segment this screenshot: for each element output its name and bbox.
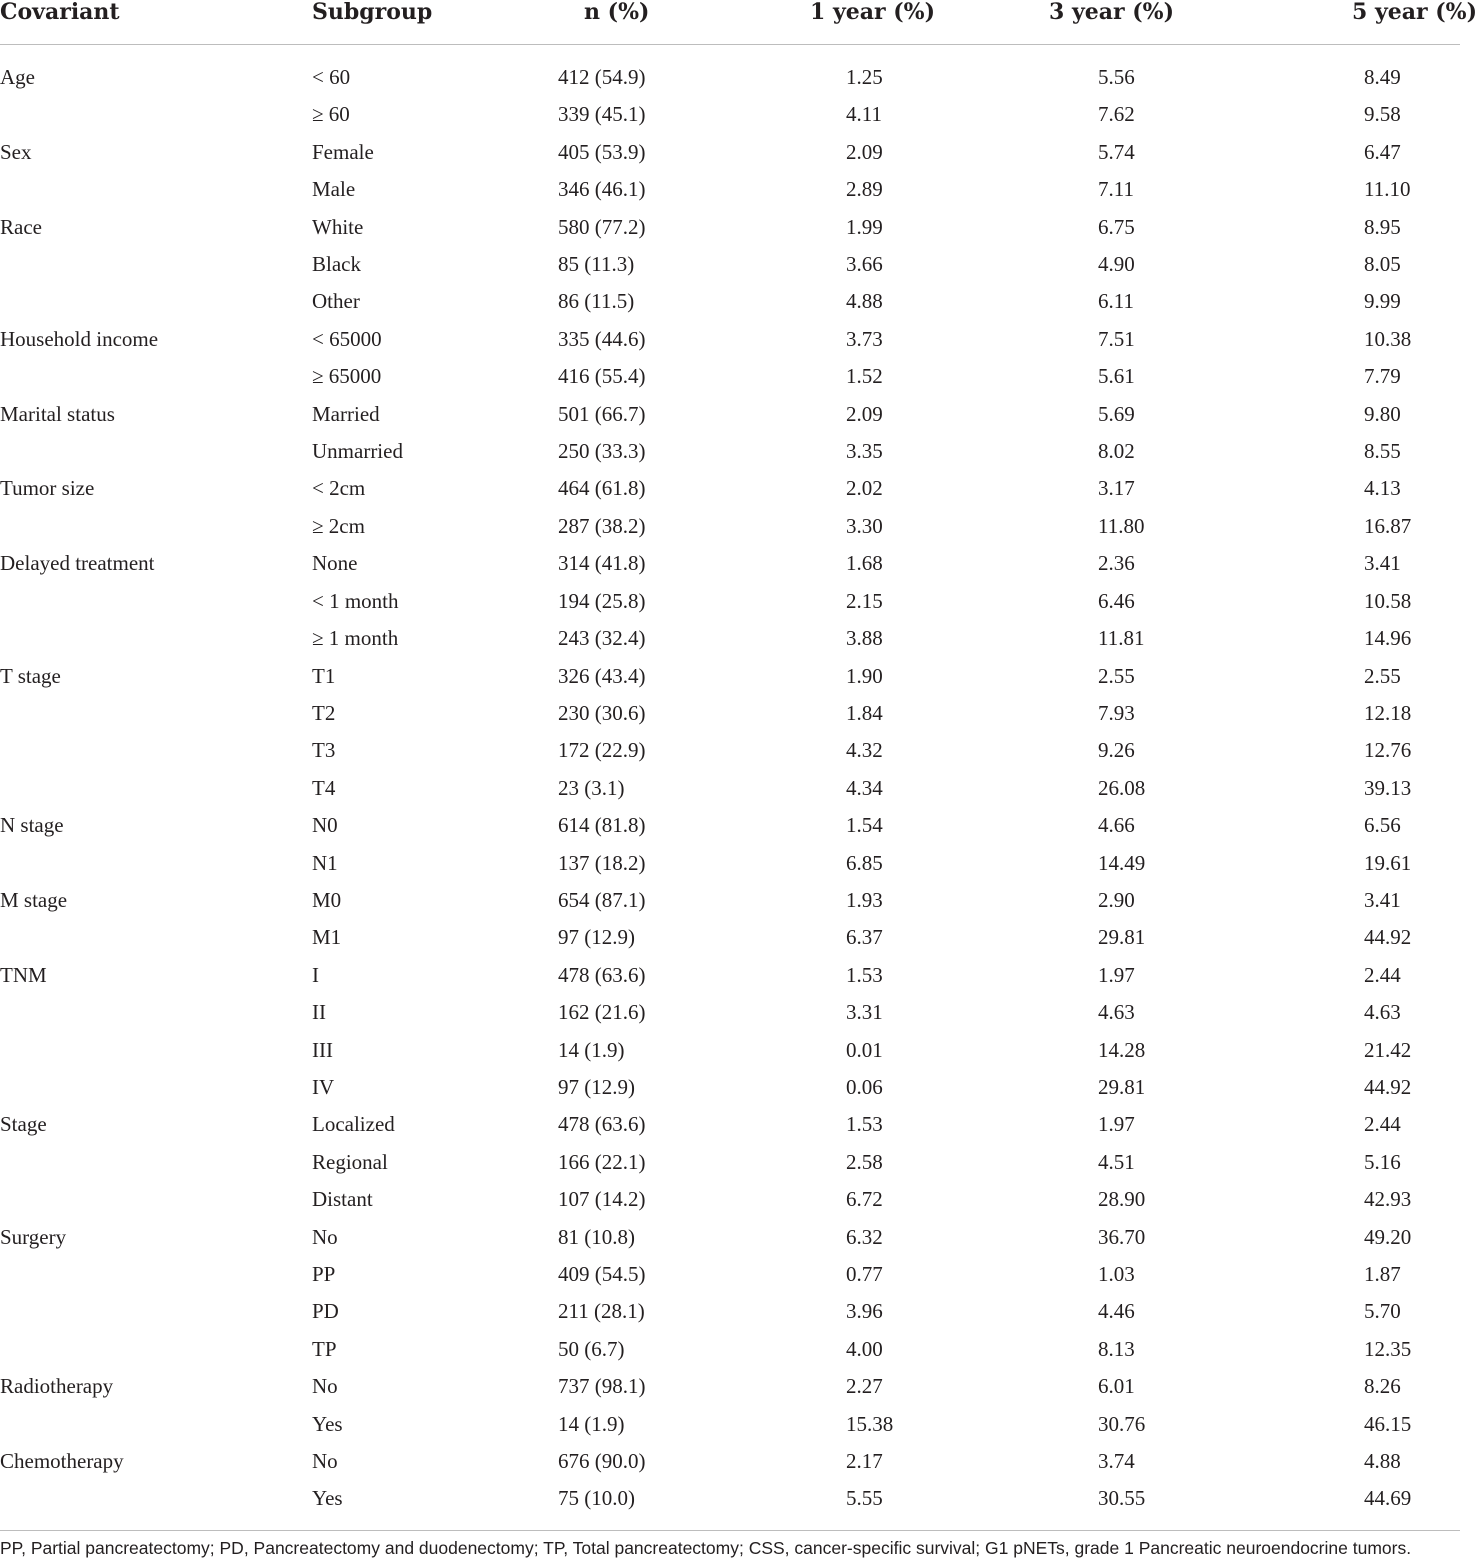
cell-n-percent: 75 (10.0)	[558, 1486, 635, 1511]
cell-5-year: 9.99	[1364, 289, 1401, 314]
cell-subgroup: M0	[312, 887, 342, 912]
cell-covariant	[0, 1144, 312, 1181]
cell-n-percent: 162 (21.6)	[558, 1000, 646, 1025]
cell-subgroup: ≥ 65000	[312, 364, 382, 389]
cell-1-year: 0.01	[846, 1037, 883, 1062]
cell-covariant: Radiotherapy	[0, 1374, 114, 1399]
header-n-percent: n (%)	[520, 0, 680, 45]
cell-5-year: 8.55	[1364, 439, 1401, 464]
cell-n-percent: 86 (11.5)	[558, 289, 635, 314]
cell-subgroup: N1	[312, 850, 338, 875]
cell-covariant	[0, 433, 312, 470]
cell-5-year: 42.93	[1364, 1187, 1412, 1212]
table-row	[0, 1443, 1460, 1480]
cell-3-year: 5.69	[1098, 401, 1135, 426]
cell-5-year: 14.96	[1364, 626, 1412, 651]
cell-subgroup: Unmarried	[312, 439, 403, 464]
cell-subgroup: Black	[312, 252, 361, 277]
cell-covariant: Race	[0, 214, 42, 239]
table-row	[0, 45, 1460, 97]
table-row	[0, 433, 1460, 470]
cell-3-year: 4.63	[1098, 1000, 1135, 1025]
table-row	[0, 1069, 1460, 1106]
cell-3-year: 2.55	[1098, 663, 1135, 688]
cell-subgroup: No	[312, 1449, 338, 1474]
table-row	[0, 732, 1460, 769]
table-row	[0, 96, 1460, 133]
cell-3-year: 6.46	[1098, 588, 1135, 613]
cell-1-year: 2.17	[846, 1449, 883, 1474]
cell-subgroup: T2	[312, 700, 336, 725]
cell-covariant	[0, 620, 312, 657]
cell-n-percent: 580 (77.2)	[558, 214, 646, 239]
cell-5-year: 9.58	[1364, 102, 1401, 127]
table-row	[0, 1181, 1460, 1218]
table-row	[0, 1032, 1460, 1069]
cell-covariant: TNM	[0, 962, 47, 987]
cell-n-percent: 478 (63.6)	[558, 1112, 646, 1137]
cell-subgroup: M1	[312, 925, 342, 950]
cell-5-year: 5.70	[1364, 1299, 1401, 1324]
cell-covariant: M stage	[0, 887, 68, 912]
cell-covariant	[0, 695, 312, 732]
cell-1-year: 3.73	[846, 326, 883, 351]
cell-3-year: 6.01	[1098, 1374, 1135, 1399]
cell-subgroup: < 1 month	[312, 588, 399, 613]
cell-subgroup: ≥ 2cm	[312, 513, 365, 538]
cell-1-year: 6.32	[846, 1224, 883, 1249]
cell-subgroup: < 65000	[312, 326, 382, 351]
cell-1-year: 1.93	[846, 887, 883, 912]
cell-1-year: 1.54	[846, 813, 883, 838]
cell-n-percent: 85 (11.3)	[558, 252, 635, 277]
table-row	[0, 620, 1460, 657]
cell-1-year: 1.52	[846, 364, 883, 389]
table-row	[0, 171, 1460, 208]
cell-subgroup: None	[312, 551, 358, 576]
cell-n-percent: 172 (22.9)	[558, 738, 646, 763]
cell-1-year: 2.02	[846, 476, 883, 501]
cell-3-year: 29.81	[1098, 925, 1146, 950]
cell-5-year: 8.05	[1364, 252, 1401, 277]
cell-covariant	[0, 583, 312, 620]
cell-3-year: 14.28	[1098, 1037, 1146, 1062]
cell-subgroup: I	[312, 962, 319, 987]
cell-1-year: 1.90	[846, 663, 883, 688]
table-row	[0, 658, 1460, 695]
cell-1-year: 15.38	[846, 1411, 894, 1436]
cell-n-percent: 97 (12.9)	[558, 925, 635, 950]
cell-5-year: 2.55	[1364, 663, 1401, 688]
table-row	[0, 695, 1460, 732]
cell-1-year: 1.25	[846, 65, 883, 89]
cell-n-percent: 339 (45.1)	[558, 102, 646, 127]
table-row	[0, 545, 1460, 582]
cell-subgroup: Other	[312, 289, 360, 314]
cell-covariant: N stage	[0, 813, 64, 838]
cell-5-year: 9.80	[1364, 401, 1401, 426]
cell-3-year: 5.61	[1098, 364, 1135, 389]
cell-n-percent: 230 (30.6)	[558, 700, 646, 725]
cell-5-year: 16.87	[1364, 513, 1412, 538]
header-1-year: 1 year (%)	[680, 0, 930, 45]
cell-5-year: 7.79	[1364, 364, 1401, 389]
cell-subgroup: PP	[312, 1262, 336, 1286]
cell-n-percent: 50 (6.7)	[558, 1336, 625, 1361]
table-row	[0, 1106, 1460, 1143]
cell-n-percent: 409 (54.5)	[558, 1262, 646, 1286]
cell-5-year: 2.44	[1364, 962, 1401, 987]
cell-subgroup: Male	[312, 177, 356, 202]
cell-covariant	[0, 1069, 312, 1106]
table-footnote: PP, Partial pancreatectomy; PD, Pancreatectomy and duodenectomy; TP, Total pancreatectomy; CSS, cancer-specific survival; G1 pNETs, grade 1 Pancreatic neuroendocrine tumors.	[0, 1530, 1460, 1565]
cell-subgroup: No	[312, 1374, 338, 1399]
header-subgroup: Subgroup	[312, 0, 520, 45]
cell-subgroup: Distant	[312, 1187, 373, 1212]
cell-3-year: 29.81	[1098, 1074, 1146, 1099]
cell-3-year: 6.75	[1098, 214, 1135, 239]
cell-3-year: 8.02	[1098, 439, 1135, 464]
table-body	[0, 45, 1460, 1518]
cell-n-percent: 326 (43.4)	[558, 663, 646, 688]
cell-subgroup: II	[312, 1000, 326, 1025]
cell-subgroup: T1	[312, 663, 336, 688]
cell-covariant: Stage	[0, 1112, 47, 1137]
cell-3-year: 3.17	[1098, 476, 1135, 501]
cell-5-year: 8.26	[1364, 1374, 1401, 1399]
cell-1-year: 4.11	[846, 102, 882, 127]
cell-subgroup: TP	[312, 1336, 337, 1361]
cell-5-year: 3.41	[1364, 551, 1401, 576]
table-row	[0, 209, 1460, 246]
cell-n-percent: 416 (55.4)	[558, 364, 646, 389]
table-row	[0, 919, 1460, 956]
cell-covariant	[0, 732, 312, 769]
cell-3-year: 11.80	[1098, 513, 1145, 538]
cell-3-year: 28.90	[1098, 1187, 1146, 1212]
cell-5-year: 44.92	[1364, 1074, 1412, 1099]
cell-n-percent: 194 (25.8)	[558, 588, 646, 613]
cell-n-percent: 478 (63.6)	[558, 962, 646, 987]
cell-3-year: 4.51	[1098, 1149, 1135, 1174]
table-row	[0, 583, 1460, 620]
cell-5-year: 8.49	[1364, 65, 1401, 89]
table-row	[0, 1480, 1460, 1517]
header-row	[0, 0, 1460, 45]
cell-5-year: 1.87	[1364, 1262, 1401, 1286]
table-row	[0, 396, 1460, 433]
table-row	[0, 807, 1460, 844]
cell-n-percent: 23 (3.1)	[558, 775, 625, 800]
cell-covariant: Chemotherapy	[0, 1449, 124, 1474]
cell-5-year: 6.56	[1364, 813, 1401, 838]
cell-n-percent: 166 (22.1)	[558, 1149, 646, 1174]
cell-covariant	[0, 845, 312, 882]
cell-n-percent: 287 (38.2)	[558, 513, 646, 538]
cell-covariant: Tumor size	[0, 476, 95, 501]
table-row	[0, 508, 1460, 545]
cell-subgroup: ≥ 60	[312, 102, 350, 127]
cell-1-year: 1.68	[846, 551, 883, 576]
cell-covariant	[0, 919, 312, 956]
cell-subgroup: PD	[312, 1299, 339, 1324]
cell-3-year: 36.70	[1098, 1224, 1146, 1249]
cell-1-year: 2.09	[846, 139, 883, 164]
cell-covariant	[0, 1406, 312, 1443]
cell-3-year: 14.49	[1098, 850, 1146, 875]
table-row	[0, 957, 1460, 994]
cell-subgroup: No	[312, 1224, 338, 1249]
cell-5-year: 10.58	[1364, 588, 1412, 613]
cell-3-year: 11.81	[1098, 626, 1145, 651]
cell-3-year: 1.97	[1098, 962, 1135, 987]
cell-n-percent: 614 (81.8)	[558, 813, 646, 838]
cell-1-year: 0.77	[846, 1262, 883, 1286]
cell-5-year: 44.69	[1364, 1486, 1412, 1511]
table-row	[0, 1144, 1460, 1181]
cell-n-percent: 107 (14.2)	[558, 1187, 646, 1212]
cell-covariant: Surgery	[0, 1224, 67, 1249]
cell-5-year: 44.92	[1364, 925, 1412, 950]
cell-3-year: 3.74	[1098, 1449, 1135, 1474]
header-3-year: 3 year (%)	[930, 0, 1195, 45]
cell-covariant: Delayed treatment	[0, 551, 155, 576]
table-row	[0, 882, 1460, 919]
cell-n-percent: 405 (53.9)	[558, 139, 646, 164]
cell-1-year: 3.66	[846, 252, 883, 277]
cell-n-percent: 81 (10.8)	[558, 1224, 635, 1249]
cell-1-year: 1.53	[846, 962, 883, 987]
cell-3-year: 1.97	[1098, 1112, 1135, 1137]
cell-n-percent: 346 (46.1)	[558, 177, 646, 202]
cell-3-year: 2.90	[1098, 887, 1135, 912]
cell-1-year: 5.55	[846, 1486, 883, 1511]
cell-1-year: 2.89	[846, 177, 883, 202]
cell-n-percent: 211 (28.1)	[558, 1299, 645, 1324]
table-row	[0, 845, 1460, 882]
cell-subgroup: IV	[312, 1074, 335, 1099]
cell-subgroup: < 2cm	[312, 476, 366, 501]
cell-covariant: Marital status	[0, 401, 115, 426]
table-row	[0, 1293, 1460, 1330]
cell-subgroup: Female	[312, 139, 374, 164]
cell-covariant	[0, 358, 312, 395]
cell-subgroup: Regional	[312, 1149, 388, 1174]
cell-subgroup: ≥ 1 month	[312, 626, 399, 651]
cell-covariant	[0, 994, 312, 1031]
cell-subgroup: N0	[312, 813, 338, 838]
cell-3-year: 5.74	[1098, 139, 1135, 164]
cell-covariant	[0, 508, 312, 545]
cell-n-percent: 676 (90.0)	[558, 1449, 646, 1474]
header-covariant: Covariant	[0, 0, 312, 45]
cell-1-year: 6.37	[846, 925, 883, 950]
cell-covariant	[0, 1181, 312, 1218]
cell-n-percent: 137 (18.2)	[558, 850, 646, 875]
cell-n-percent: 14 (1.9)	[558, 1411, 625, 1436]
cell-subgroup: Localized	[312, 1112, 395, 1137]
cell-3-year: 9.26	[1098, 738, 1135, 763]
cell-n-percent: 737 (98.1)	[558, 1374, 646, 1399]
cell-5-year: 19.61	[1364, 850, 1412, 875]
cell-5-year: 21.42	[1364, 1037, 1412, 1062]
cell-n-percent: 412 (54.9)	[558, 65, 646, 89]
cell-1-year: 2.15	[846, 588, 883, 613]
cell-covariant	[0, 171, 312, 208]
cell-5-year: 49.20	[1364, 1224, 1412, 1249]
cell-subgroup: White	[312, 214, 364, 239]
cell-covariant	[0, 770, 312, 807]
cell-3-year: 5.56	[1098, 65, 1135, 89]
cell-3-year: 30.55	[1098, 1486, 1146, 1511]
cell-n-percent: 97 (12.9)	[558, 1074, 635, 1099]
cell-n-percent: 654 (87.1)	[558, 887, 646, 912]
cell-covariant	[0, 1032, 312, 1069]
table-row	[0, 134, 1460, 171]
table-row	[0, 1256, 1460, 1293]
cell-subgroup: T3	[312, 738, 336, 763]
cell-1-year: 6.72	[846, 1187, 883, 1212]
cell-5-year: 39.13	[1364, 775, 1412, 800]
cell-5-year: 4.88	[1364, 1449, 1401, 1474]
cell-subgroup: Yes	[312, 1486, 343, 1511]
cell-1-year: 4.32	[846, 738, 883, 763]
cell-3-year: 6.11	[1098, 289, 1134, 314]
cell-n-percent: 335 (44.6)	[558, 326, 646, 351]
cell-3-year: 7.51	[1098, 326, 1135, 351]
cell-covariant	[0, 1331, 312, 1368]
cell-subgroup: Married	[312, 401, 380, 426]
cell-covariant	[0, 246, 312, 283]
cell-5-year: 5.16	[1364, 1149, 1401, 1174]
cell-5-year: 10.38	[1364, 326, 1412, 351]
cell-1-year: 3.96	[846, 1299, 883, 1324]
cell-1-year: 4.88	[846, 289, 883, 314]
cell-n-percent: 464 (61.8)	[558, 476, 646, 501]
table-row	[0, 1331, 1460, 1368]
cell-3-year: 30.76	[1098, 1411, 1146, 1436]
cell-5-year: 4.63	[1364, 1000, 1401, 1025]
cell-3-year: 1.03	[1098, 1262, 1135, 1286]
cell-5-year: 6.47	[1364, 139, 1401, 164]
cell-1-year: 2.27	[846, 1374, 883, 1399]
cell-5-year: 11.10	[1364, 177, 1411, 202]
cell-3-year: 4.66	[1098, 813, 1135, 838]
cell-covariant: Age	[0, 65, 35, 89]
cell-5-year: 2.44	[1364, 1112, 1401, 1137]
cell-n-percent: 243 (32.4)	[558, 626, 646, 651]
cell-1-year: 0.06	[846, 1074, 883, 1099]
table-row	[0, 994, 1460, 1031]
cell-5-year: 12.35	[1364, 1336, 1412, 1361]
cell-1-year: 3.35	[846, 439, 883, 464]
cell-subgroup: T4	[312, 775, 336, 800]
cell-3-year: 4.46	[1098, 1299, 1135, 1324]
cell-3-year: 7.62	[1098, 102, 1135, 127]
table-row	[0, 246, 1460, 283]
cell-1-year: 2.58	[846, 1149, 883, 1174]
cell-3-year: 26.08	[1098, 775, 1146, 800]
cell-1-year: 3.31	[846, 1000, 883, 1025]
cell-5-year: 12.76	[1364, 738, 1412, 763]
cell-3-year: 8.13	[1098, 1336, 1135, 1361]
cell-5-year: 46.15	[1364, 1411, 1412, 1436]
cell-covariant	[0, 1293, 312, 1330]
header-5-year: 5 year (%)	[1195, 0, 1460, 45]
cell-covariant	[0, 96, 312, 133]
table-header	[0, 0, 1477, 45]
cell-3-year: 7.11	[1098, 177, 1134, 202]
table-row	[0, 283, 1460, 320]
cell-covariant: T stage	[0, 663, 61, 688]
cell-3-year: 7.93	[1098, 700, 1135, 725]
cell-n-percent: 14 (1.9)	[558, 1037, 625, 1062]
cell-covariant	[0, 283, 312, 320]
table-row	[0, 1219, 1460, 1256]
cell-subgroup: < 60	[312, 65, 351, 89]
cell-3-year: 4.90	[1098, 252, 1135, 277]
cell-3-year: 2.36	[1098, 551, 1135, 576]
cell-5-year: 8.95	[1364, 214, 1401, 239]
table-row	[0, 1406, 1460, 1443]
table-row	[0, 321, 1460, 358]
cell-1-year: 4.00	[846, 1336, 883, 1361]
cell-1-year: 3.88	[846, 626, 883, 651]
cell-covariant	[0, 1256, 312, 1293]
cell-1-year: 1.99	[846, 214, 883, 239]
cell-1-year: 4.34	[846, 775, 883, 800]
table-row	[0, 470, 1460, 507]
cell-1-year: 2.09	[846, 401, 883, 426]
table-row	[0, 770, 1460, 807]
cell-covariant: Household income	[0, 326, 159, 351]
cell-1-year: 1.84	[846, 700, 883, 725]
cell-1-year: 1.53	[846, 1112, 883, 1137]
cell-n-percent: 314 (41.8)	[558, 551, 646, 576]
cell-subgroup: Yes	[312, 1411, 343, 1436]
cell-1-year: 6.85	[846, 850, 883, 875]
cell-5-year: 3.41	[1364, 887, 1401, 912]
table-row	[0, 358, 1460, 395]
cell-covariant: Sex	[0, 139, 32, 164]
table-row	[0, 1368, 1460, 1405]
cell-5-year: 4.13	[1364, 476, 1401, 501]
cell-n-percent: 501 (66.7)	[558, 401, 646, 426]
cell-covariant	[0, 1480, 312, 1517]
cell-n-percent: 250 (33.3)	[558, 439, 646, 464]
cell-1-year: 3.30	[846, 513, 883, 538]
cell-subgroup: III	[312, 1037, 333, 1062]
cell-5-year: 12.18	[1364, 700, 1412, 725]
